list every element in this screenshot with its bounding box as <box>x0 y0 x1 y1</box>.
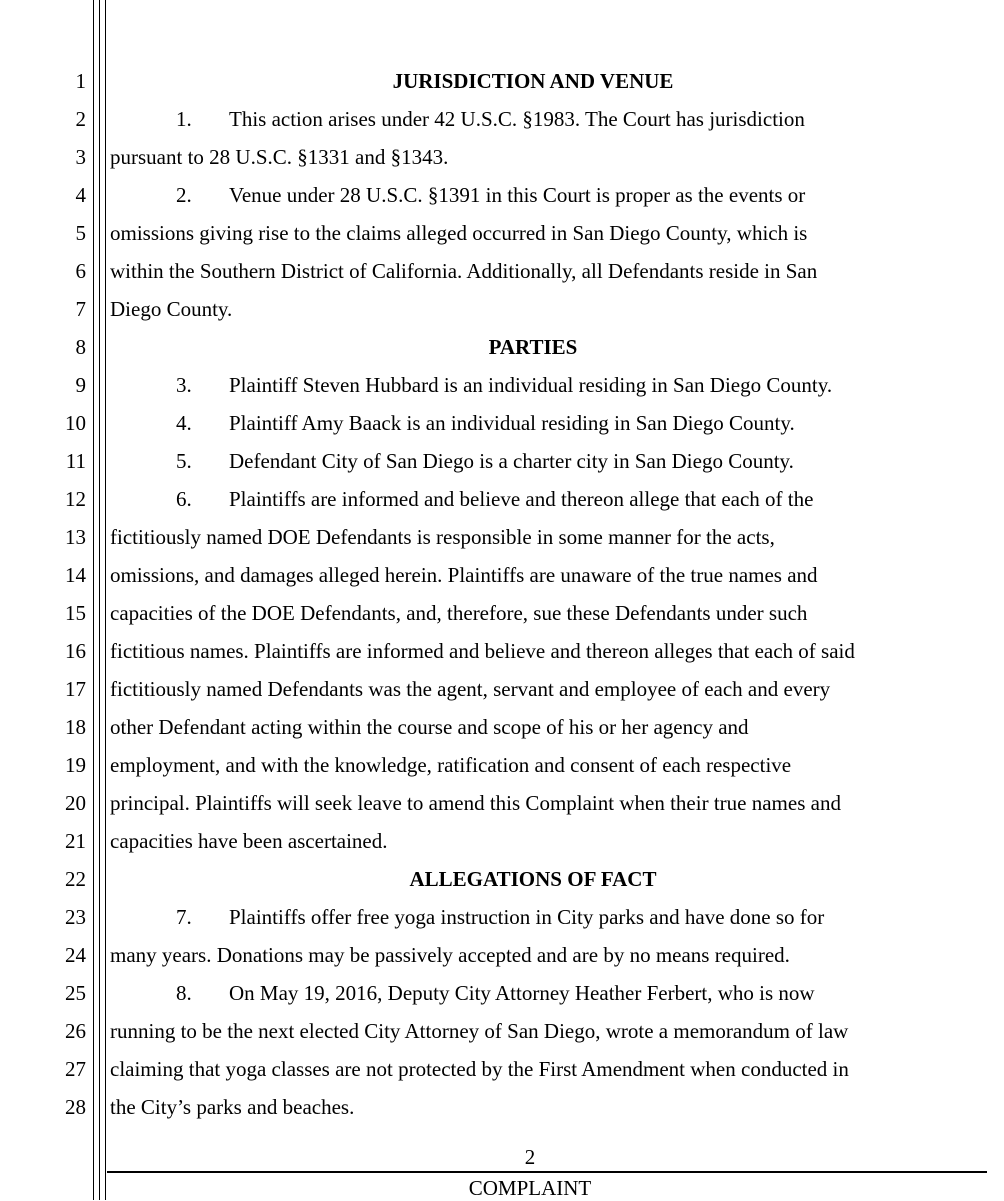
line-number: 19 <box>65 753 86 777</box>
line-number: 11 <box>65 449 86 473</box>
paragraph-6-line: employment, and with the knowledge, ratification and consent of each respective <box>110 753 792 777</box>
paragraph-3-first-line <box>110 370 1004 400</box>
paragraph-number: 1. <box>176 107 192 131</box>
paragraph-text: Plaintiff Steven Hubbard is an individual residing in San Diego County. <box>229 373 833 397</box>
paragraph-2-line: Diego County. <box>110 297 233 321</box>
line-number: 17 <box>65 677 86 701</box>
line-number: 2 <box>75 107 86 131</box>
paragraph-8-first-line <box>110 978 1004 1008</box>
line-number: 14 <box>65 563 86 587</box>
paragraph-2-first-line <box>110 180 1004 210</box>
paragraph-text: Venue under 28 U.S.C. §1391 in this Court is proper as the events or <box>229 183 806 207</box>
paragraph-8-line: the City’s parks and beaches. <box>110 1095 355 1119</box>
line-number: 16 <box>65 639 86 663</box>
line-number: 7 <box>75 297 86 321</box>
paragraph-8-line: running to be the next elected City Attorney of San Diego, wrote a memorandum of law <box>110 1019 849 1043</box>
line-number: 28 <box>65 1095 86 1119</box>
paragraph-text: Defendant City of San Diego is a charter city in San Diego County. <box>229 449 794 473</box>
margin-rule-right <box>105 0 106 1200</box>
line-number: 21 <box>65 829 86 853</box>
line-number: 8 <box>75 335 86 359</box>
paragraph-4-first-line <box>110 408 1004 438</box>
heading-parties: PARTIES <box>488 335 578 359</box>
line-number: 24 <box>65 943 86 967</box>
paragraph-5-first-line <box>110 446 1004 476</box>
paragraph-number: 3. <box>176 373 192 397</box>
paragraph-6-line: fictitious names. Plaintiffs are informed and believe and thereon alleges that each of said <box>110 639 855 663</box>
line-number: 9 <box>75 373 86 397</box>
paragraph-6-line: omissions, and damages alleged herein. Plaintiffs are unaware of the true names and <box>110 563 818 587</box>
line-number: 18 <box>65 715 86 739</box>
margin-rule-left <box>93 0 94 1200</box>
line-number: 15 <box>65 601 86 625</box>
paragraph-2-line: within the Southern District of California. Additionally, all Defendants reside in San <box>110 259 818 283</box>
paragraph-number: 8. <box>176 981 192 1005</box>
paragraph-2-line: omissions giving rise to the claims alleged occurred in San Diego County, which is <box>110 221 808 245</box>
page-number: 2 <box>524 1145 536 1169</box>
paragraph-number: 6. <box>176 487 192 511</box>
paragraph-7-line: many years. Donations may be passively accepted and are by no means required. <box>110 943 790 967</box>
line-number: 25 <box>65 981 86 1005</box>
paragraph-6-line: fictitiously named Defendants was the agent, servant and employee of each and every <box>110 677 831 701</box>
line-number: 6 <box>75 259 86 283</box>
paragraph-7-first-line <box>110 902 1004 932</box>
paragraph-1-first-line <box>110 104 1004 134</box>
margin-rule-middle <box>99 0 100 1200</box>
line-number: 22 <box>65 867 86 891</box>
line-number: 13 <box>65 525 86 549</box>
heading-jurisdiction: JURISDICTION AND VENUE <box>392 69 674 93</box>
line-number: 5 <box>75 221 86 245</box>
paragraph-number: 7. <box>176 905 192 929</box>
paragraph-number: 5. <box>176 449 192 473</box>
line-number: 10 <box>65 411 86 435</box>
paragraph-text: Plaintiffs offer free yoga instruction in City parks and have done so for <box>229 905 825 929</box>
paragraph-text: This action arises under 42 U.S.C. §1983. The Court has jurisdiction <box>229 107 805 131</box>
paragraph-6-line: fictitiously named DOE Defendants is responsible in some manner for the acts, <box>110 525 775 549</box>
line-number: 27 <box>65 1057 86 1081</box>
line-number: 4 <box>75 183 86 207</box>
line-number: 26 <box>65 1019 86 1043</box>
heading-allegations: ALLEGATIONS OF FACT <box>409 867 657 891</box>
paragraph-6-line: other Defendant acting within the course and scope of his or her agency and <box>110 715 749 739</box>
paragraph-6-line: principal. Plaintiffs will seek leave to amend this Complaint when their true names and <box>110 791 841 815</box>
paragraph-6-first-line <box>110 484 1004 514</box>
paragraph-text: On May 19, 2016, Deputy City Attorney Heather Ferbert, who is now <box>229 981 815 1005</box>
line-number: 3 <box>75 145 86 169</box>
paragraph-text: Plaintiffs are informed and believe and thereon allege that each of the <box>229 487 814 511</box>
paragraph-6-line: capacities of the DOE Defendants, and, therefore, sue these Defendants under such <box>110 601 808 625</box>
paragraph-text: Plaintiff Amy Baack is an individual residing in San Diego County. <box>229 411 795 435</box>
paragraph-number: 4. <box>176 411 192 435</box>
paragraph-8-line: claiming that yoga classes are not protected by the First Amendment when conducted in <box>110 1057 849 1081</box>
line-number: 20 <box>65 791 86 815</box>
footer-rule <box>107 1171 987 1173</box>
line-number: 23 <box>65 905 86 929</box>
paragraph-1-line: pursuant to 28 U.S.C. §1331 and §1343. <box>110 145 449 169</box>
footer-title: COMPLAINT <box>468 1176 592 1200</box>
paragraph-number: 2. <box>176 183 192 207</box>
line-number: 12 <box>65 487 86 511</box>
paragraph-6-line: capacities have been ascertained. <box>110 829 388 853</box>
line-number: 1 <box>75 69 86 93</box>
